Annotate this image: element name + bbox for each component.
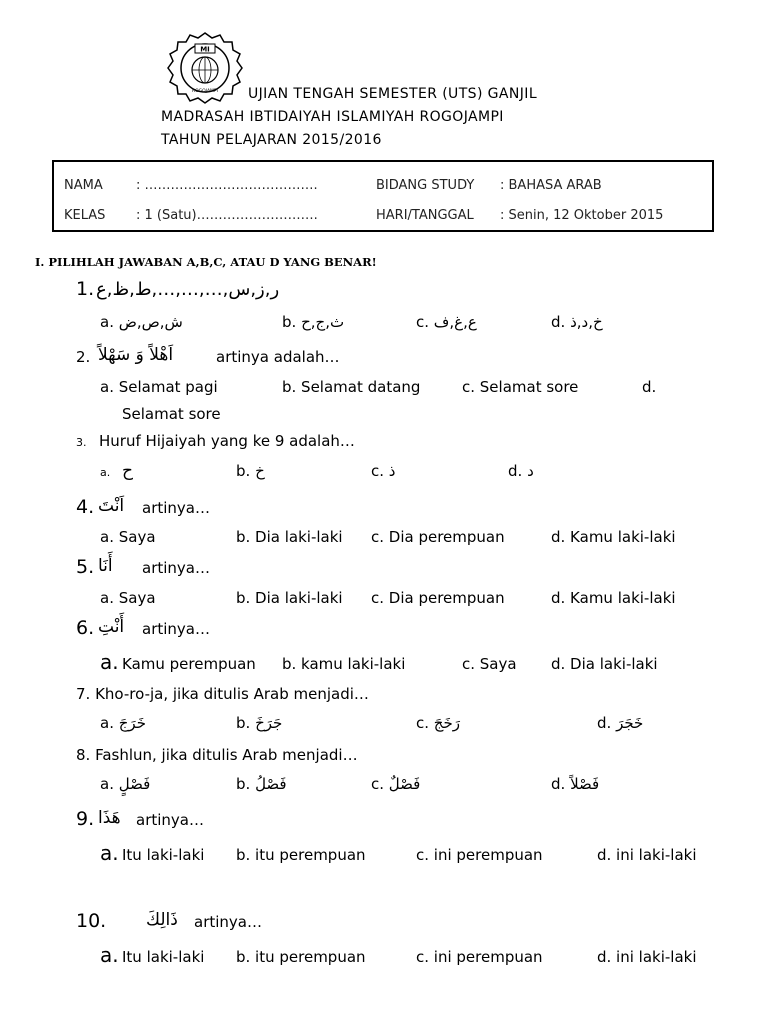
nama-label: NAMA <box>64 178 103 193</box>
q1-text: ر,ز,س,…,…,…,ط,ظ,ع <box>96 279 280 300</box>
q10-text: artinya… <box>194 913 262 931</box>
q9-option-a-letter: a. <box>100 841 119 865</box>
q1-number: 1. <box>76 278 95 300</box>
q5-text: artinya… <box>142 559 210 577</box>
q2-option-b: b. Selamat datang <box>282 378 421 396</box>
q8-option-c: c. فَصْلٌ <box>371 775 421 793</box>
q10-option-a: Itu laki-laki <box>122 948 205 966</box>
q7-text: 7. Kho-ro-ja, jika ditulis Arab menjadi… <box>76 685 369 703</box>
bidang-field: : BAHASA ARAB <box>500 178 602 193</box>
q1-option-c: c. ع,غ,ف <box>416 313 477 331</box>
q3-number: 3. <box>76 436 87 449</box>
q7-option-d: d. خَجَرَ <box>597 714 644 732</box>
q9-option-d: d. ini laki-laki <box>597 846 697 864</box>
q6-option-d: d. Dia laki-laki <box>551 655 658 673</box>
academic-year: TAHUN PELAJARAN 2015/2016 <box>161 132 382 148</box>
q4-option-d: d. Kamu laki-laki <box>551 528 676 546</box>
q8-option-b: b. فَصْلُ <box>236 775 287 793</box>
q5-option-a: a. Saya <box>100 589 156 607</box>
q2-option-a: a. Selamat pagi <box>100 378 218 396</box>
q5-arabic: أَنَا <box>98 556 113 576</box>
hari-field: : Senin, 12 Oktober 2015 <box>500 208 664 223</box>
q4-arabic: اَنْتَ <box>98 496 125 516</box>
logo-bottom-text: ROGOJAMPI <box>192 89 218 94</box>
q9-text: artinya… <box>136 811 204 829</box>
q10-number: 10. <box>76 910 107 932</box>
school-name: MADRASAH IBTIDAIYAH ISLAMIYAH ROGOJAMPI <box>161 109 504 125</box>
q5-number: 5. <box>76 556 95 578</box>
q3-text: Huruf Hijaiyah yang ke 9 adalah… <box>99 432 355 450</box>
q6-option-a-letter: a. <box>100 650 119 674</box>
q4-text: artinya… <box>142 499 210 517</box>
q4-number: 4. <box>76 496 95 518</box>
q2-option-c: c. Selamat sore <box>462 378 579 396</box>
q8-option-a: a. فَصْلٍ <box>100 775 151 793</box>
nama-field: : …………………………………. <box>136 178 318 193</box>
q1-option-b: b. ث,ج,ح <box>282 313 345 331</box>
kelas-label: KELAS <box>64 208 106 223</box>
q2-option-d-text: Selamat sore <box>122 405 221 423</box>
q2-arabic: اَهْلاً وَ سَهْلاً <box>98 345 174 365</box>
q2-text: artinya adalah… <box>216 348 340 366</box>
q3-option-d: d. د <box>508 462 534 480</box>
q3-option-a-letter: a. <box>100 466 111 479</box>
q9-number: 9. <box>76 808 95 830</box>
q3-option-a: ح <box>122 461 133 481</box>
q5-option-d: d. Kamu laki-laki <box>551 589 676 607</box>
q1-option-a: a. ش,ص,ض <box>100 313 183 331</box>
q4-option-c: c. Dia perempuan <box>371 528 505 546</box>
school-logo <box>160 30 250 106</box>
q6-option-b: b. kamu laki-laki <box>282 655 406 673</box>
hari-label: HARI/TANGGAL <box>376 208 474 223</box>
q10-option-b: b. itu perempuan <box>236 948 366 966</box>
q7-option-b: b. جَرَخَ <box>236 714 283 732</box>
q9-option-b: b. itu perempuan <box>236 846 366 864</box>
q2-number: 2. <box>76 348 91 366</box>
q8-text: 8. Fashlun, jika ditulis Arab menjadi… <box>76 746 358 764</box>
q4-option-b: b. Dia laki-laki <box>236 528 343 546</box>
q3-option-c: c. ذ <box>371 462 396 480</box>
instruction: I. PILIHLAH JAWABAN A,B,C, ATAU D YANG BENAR! <box>35 255 377 269</box>
exam-title: UJIAN TENGAH SEMESTER (UTS) GANJIL <box>248 86 538 102</box>
q8-option-d: d. فَصْلاً <box>551 775 600 793</box>
q6-arabic: أَنْتِ <box>98 617 125 637</box>
q9-option-c: c. ini perempuan <box>416 846 543 864</box>
q4-option-a: a. Saya <box>100 528 156 546</box>
q10-option-a-letter: a. <box>100 943 119 967</box>
q10-option-c: c. ini perempuan <box>416 948 543 966</box>
q5-option-c: c. Dia perempuan <box>371 589 505 607</box>
q3-option-b: b. خ <box>236 462 265 480</box>
q10-arabic: ذَالِكَ <box>146 910 178 930</box>
logo-text: MI <box>200 45 210 54</box>
q7-option-a: a. خَرَجَ <box>100 714 146 732</box>
q6-text: artinya… <box>142 620 210 638</box>
q10-option-d: d. ini laki-laki <box>597 948 697 966</box>
q6-option-a: Kamu perempuan <box>122 655 256 673</box>
bidang-label: BIDANG STUDY <box>376 178 475 193</box>
q6-number: 6. <box>76 617 95 639</box>
q5-option-b: b. Dia laki-laki <box>236 589 343 607</box>
kelas-field: : 1 (Satu)………………………. <box>136 208 318 223</box>
q2-option-d: d. <box>642 378 657 396</box>
q7-option-c: c. رَخَجَ <box>416 714 460 732</box>
q6-option-c: c. Saya <box>462 655 517 673</box>
q9-arabic: هَذَا <box>98 808 121 828</box>
q9-option-a: Itu laki-laki <box>122 846 205 864</box>
q1-option-d: d. خ,د,ذ <box>551 313 603 331</box>
